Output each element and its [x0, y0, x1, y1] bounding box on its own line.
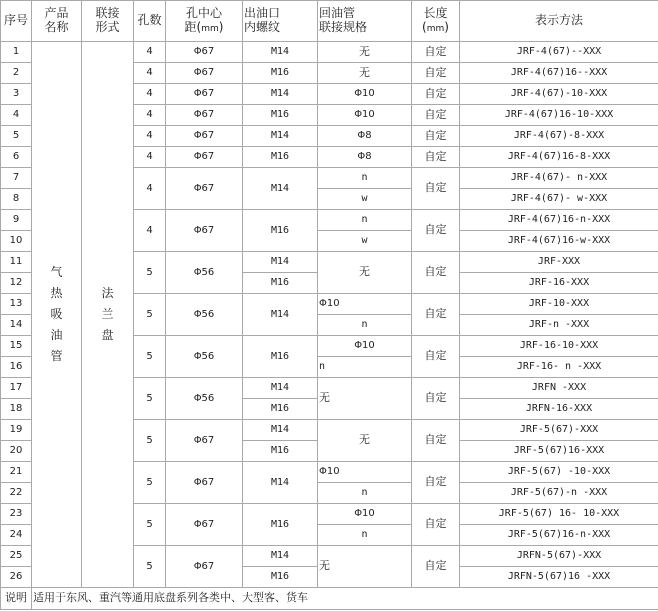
notation-cell: JRF-16- n -XXX [460, 357, 658, 378]
header-notation: 表示方法 [460, 1, 658, 42]
return-cell: 无 [318, 42, 412, 63]
header-return-pipe: 回油管 联接规格 [318, 1, 412, 42]
notation-cell: JRF-5(67)-n -XXX [460, 483, 658, 504]
return-cell: n [318, 483, 412, 504]
seq-cell: 21 [1, 462, 32, 483]
length-cell: 自定 [412, 63, 460, 84]
holes-cell: 5 [134, 336, 166, 378]
center-cell: Φ67 [166, 63, 243, 84]
outlet-cell: M14 [243, 168, 318, 210]
outlet-cell: M14 [243, 546, 318, 567]
notation-cell: JRFN-16-XXX [460, 399, 658, 420]
outlet-cell: M14 [243, 126, 318, 147]
center-cell: Φ67 [166, 42, 243, 63]
header-seq: 序号 [1, 1, 32, 42]
notation-cell: JRF-5(67) 16- 10-XXX [460, 504, 658, 525]
length-cell: 自定 [412, 252, 460, 294]
center-cell: Φ56 [166, 336, 243, 378]
notation-cell: JRF-5(67)-XXX [460, 420, 658, 441]
notation-cell: JRF-4(67)16-n-XXX [460, 210, 658, 231]
seq-cell: 2 [1, 63, 32, 84]
center-cell: Φ67 [166, 546, 243, 588]
holes-cell: 5 [134, 462, 166, 504]
return-cell: Φ10 [318, 504, 412, 525]
seq-cell: 10 [1, 231, 32, 252]
notation-cell: JRF-4(67)16-8-XXX [460, 147, 658, 168]
footer-row [1, 588, 658, 610]
outlet-cell: M16 [243, 504, 318, 546]
notation-cell: JRF-XXX [460, 252, 658, 273]
holes-cell: 5 [134, 546, 166, 588]
return-cell: Φ8 [318, 147, 412, 168]
length-cell: 自定 [412, 504, 460, 546]
return-cell: Φ10 [318, 294, 412, 315]
table-row [1, 42, 658, 63]
connection-type-cell: 法兰盘 [82, 42, 134, 588]
return-cell: n [318, 525, 412, 546]
return-cell: Φ10 [318, 84, 412, 105]
center-cell: Φ56 [166, 294, 243, 336]
seq-cell: 22 [1, 483, 32, 504]
notation-cell: JRF-4(67)-10-XXX [460, 84, 658, 105]
holes-cell: 5 [134, 378, 166, 420]
center-cell: Φ67 [166, 420, 243, 462]
notation-cell: JRF-5(67) -10-XXX [460, 462, 658, 483]
holes-cell: 4 [134, 168, 166, 210]
center-cell: Φ67 [166, 147, 243, 168]
return-cell: n [318, 315, 412, 336]
return-cell: Φ8 [318, 126, 412, 147]
length-cell: 自定 [412, 84, 460, 105]
header-center: 孔中心 距(mm) [166, 1, 243, 42]
seq-cell: 3 [1, 84, 32, 105]
length-cell: 自定 [412, 210, 460, 252]
seq-cell: 19 [1, 420, 32, 441]
length-cell: 自定 [412, 168, 460, 210]
outlet-cell: M16 [243, 63, 318, 84]
notation-cell: JRFN-5(67)16 -XXX [460, 567, 658, 588]
seq-cell: 7 [1, 168, 32, 189]
seq-cell: 11 [1, 252, 32, 273]
length-cell: 自定 [412, 126, 460, 147]
notation-cell: JRF-10-XXX [460, 294, 658, 315]
seq-cell: 24 [1, 525, 32, 546]
center-cell: Φ67 [166, 84, 243, 105]
length-cell: 自定 [412, 42, 460, 63]
seq-cell: 13 [1, 294, 32, 315]
seq-cell: 15 [1, 336, 32, 357]
seq-cell: 1 [1, 42, 32, 63]
footer-text: 适用于东风、重汽等通用底盘系列各类中、大型客、货车 [32, 588, 658, 610]
header-product: 产品 名称 [32, 1, 82, 42]
outlet-cell: M16 [243, 336, 318, 378]
notation-cell: JRF-n -XXX [460, 315, 658, 336]
length-cell: 自定 [412, 420, 460, 462]
return-cell: Φ10 [318, 105, 412, 126]
length-cell: 自定 [412, 546, 460, 588]
holes-cell: 4 [134, 84, 166, 105]
holes-cell: 5 [134, 294, 166, 336]
holes-cell: 5 [134, 252, 166, 294]
center-cell: Φ67 [166, 105, 243, 126]
outlet-cell: M14 [243, 84, 318, 105]
holes-cell: 4 [134, 42, 166, 63]
header-row [1, 1, 658, 42]
holes-cell: 5 [134, 504, 166, 546]
seq-cell: 8 [1, 189, 32, 210]
seq-cell: 25 [1, 546, 32, 567]
outlet-cell: M16 [243, 567, 318, 588]
footer-label: 说明 [1, 588, 32, 610]
seq-cell: 23 [1, 504, 32, 525]
center-cell: Φ67 [166, 210, 243, 252]
seq-cell: 16 [1, 357, 32, 378]
seq-cell: 4 [1, 105, 32, 126]
outlet-cell: M14 [243, 420, 318, 441]
length-cell: 自定 [412, 462, 460, 504]
return-cell: 无 [318, 63, 412, 84]
outlet-cell: M14 [243, 294, 318, 336]
outlet-cell: M14 [243, 378, 318, 399]
outlet-cell: M14 [243, 462, 318, 504]
return-cell: n [318, 168, 412, 189]
outlet-cell: M16 [243, 105, 318, 126]
header-length: 长度 (mm) [412, 1, 460, 42]
return-cell: Φ10 [318, 336, 412, 357]
notation-cell: JRF-4(67)- w-XXX [460, 189, 658, 210]
seq-cell: 20 [1, 441, 32, 462]
holes-cell: 4 [134, 126, 166, 147]
holes-cell: 4 [134, 105, 166, 126]
notation-cell: JRF-4(67)16--XXX [460, 63, 658, 84]
seq-cell: 14 [1, 315, 32, 336]
center-cell: Φ67 [166, 462, 243, 504]
return-cell: n [318, 210, 412, 231]
center-cell: Φ67 [166, 168, 243, 210]
return-cell: 无 [318, 420, 412, 462]
seq-cell: 26 [1, 567, 32, 588]
return-cell: Φ10 [318, 462, 412, 483]
notation-cell: JRF-5(67)16-n-XXX [460, 525, 658, 546]
header-connection: 联接 形式 [82, 1, 134, 42]
return-cell: 无 [318, 378, 412, 420]
seq-cell: 17 [1, 378, 32, 399]
center-cell: Φ56 [166, 378, 243, 420]
center-cell: Φ67 [166, 126, 243, 147]
header-outlet: 出油口 内螺纹 [243, 1, 318, 42]
holes-cell: 4 [134, 147, 166, 168]
seq-cell: 12 [1, 273, 32, 294]
length-cell: 自定 [412, 378, 460, 420]
holes-cell: 4 [134, 63, 166, 84]
return-cell: 无 [318, 252, 412, 294]
notation-cell: JRF-16-10-XXX [460, 336, 658, 357]
outlet-cell: M16 [243, 210, 318, 252]
seq-cell: 9 [1, 210, 32, 231]
notation-cell: JRF-5(67)16-XXX [460, 441, 658, 462]
seq-cell: 5 [1, 126, 32, 147]
notation-cell: JRF-4(67)- n-XXX [460, 168, 658, 189]
center-cell: Φ56 [166, 252, 243, 294]
return-cell: w [318, 231, 412, 252]
header-holes: 孔数 [134, 1, 166, 42]
outlet-cell: M16 [243, 273, 318, 294]
length-cell: 自定 [412, 294, 460, 336]
return-cell: w [318, 189, 412, 210]
length-cell: 自定 [412, 336, 460, 378]
notation-cell: JRFN -XXX [460, 378, 658, 399]
center-cell: Φ67 [166, 504, 243, 546]
return-cell: n [318, 357, 412, 378]
outlet-cell: M14 [243, 252, 318, 273]
outlet-cell: M16 [243, 441, 318, 462]
holes-cell: 4 [134, 210, 166, 252]
notation-cell: JRF-4(67)16-10-XXX [460, 105, 658, 126]
seq-cell: 6 [1, 147, 32, 168]
notation-cell: JRF-4(67)16-w-XXX [460, 231, 658, 252]
notation-cell: JRF-4(67)--XXX [460, 42, 658, 63]
length-cell: 自定 [412, 147, 460, 168]
notation-cell: JRFN-5(67)-XXX [460, 546, 658, 567]
holes-cell: 5 [134, 420, 166, 462]
outlet-cell: M16 [243, 399, 318, 420]
notation-cell: JRF-4(67)-8-XXX [460, 126, 658, 147]
length-cell: 自定 [412, 105, 460, 126]
notation-cell: JRF-16-XXX [460, 273, 658, 294]
return-cell: 无 [318, 546, 412, 588]
outlet-cell: M16 [243, 147, 318, 168]
outlet-cell: M14 [243, 42, 318, 63]
product-name-cell: 气热吸油管 [32, 42, 82, 588]
seq-cell: 18 [1, 399, 32, 420]
